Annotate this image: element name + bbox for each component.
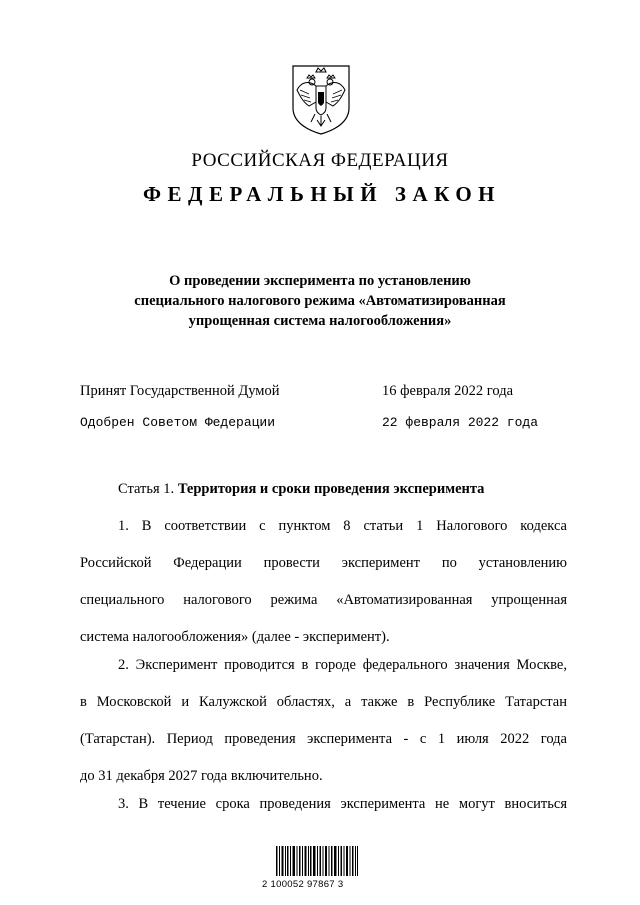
adoption-label: Одобрен Советом Федерации [80,415,276,430]
law-title-line: О проведении эксперимента по установлению [169,273,471,289]
law-title-line: упрощенная система налогообложения» [188,313,452,329]
document-type: ФЕДЕРАЛЬНЫЙ ЗАКОН [143,182,501,206]
article-title: Территория и сроки проведения эксперимента [177,481,485,497]
state-emblem [289,62,353,136]
paragraph-line: в Московской и Калужской областях, а также в Республике Татарстан [80,694,567,710]
barcode-number: 2 100052 97867 3 [262,879,344,890]
paragraph-line: 2. Эксперимент проводится в городе федерального значения Москве, [118,657,567,673]
paragraph-line: специального налогового режима «Автоматизированная упрощенная [80,592,567,608]
article-heading [118,481,484,498]
paragraph-3 [80,794,567,831]
law-title-line: специального налогового режима «Автоматизированная [134,293,506,309]
paragraph-line: до 31 декабря 2027 года включительно. [80,768,323,784]
adoption-row-duma [80,383,560,400]
law-title [0,271,640,331]
adoption-row-council [80,415,560,430]
paragraph-line: 3. В течение срока проведения эксперимента не могут вноситься [118,796,567,812]
country-name: РОССИЙСКАЯ ФЕДЕРАЦИЯ [191,150,449,171]
adoption-date: 16 февраля 2022 года [382,383,514,399]
paragraph-1 [80,516,567,664]
adoption-label: Принят Государственной Думой [80,383,280,399]
paragraph-line: (Татарстан). Период проведения эксперимента - с 1 июля 2022 года [80,731,567,747]
barcode [276,846,358,876]
paragraph-line: система налогообложения» (далее - эксперимент). [80,629,390,645]
article-prefix: Статья 1. [118,481,175,497]
adoption-date: 22 февраля 2022 года [382,415,539,430]
paragraph-2 [80,655,567,803]
paragraph-line: 1. В соответствии с пунктом 8 статьи 1 Налогового кодекса [118,518,567,534]
paragraph-line: Российской Федерации провести эксперимент по установлению [80,555,567,571]
